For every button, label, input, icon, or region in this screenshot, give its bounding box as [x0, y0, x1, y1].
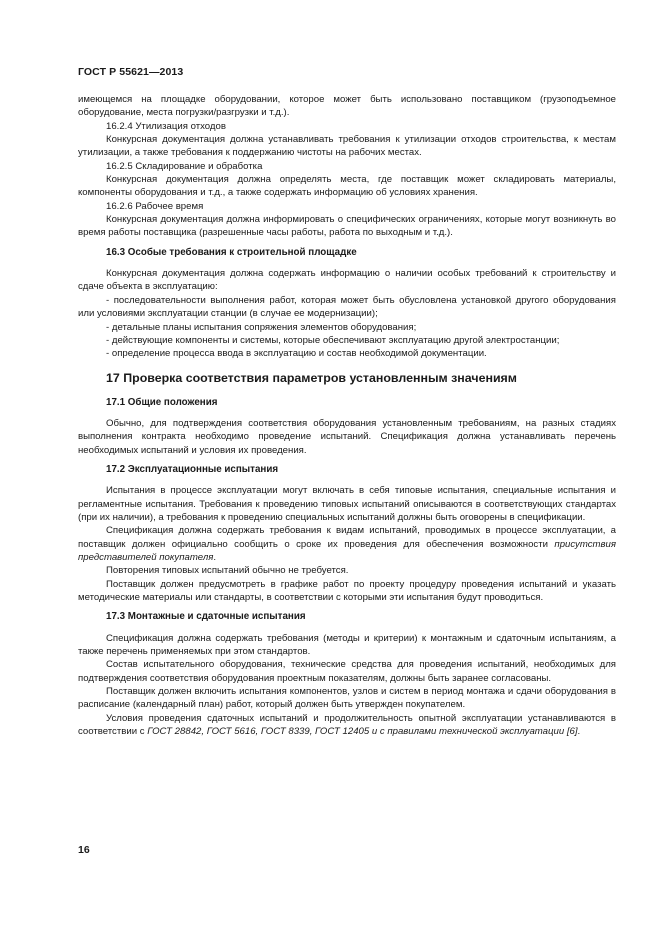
paragraph-tail: . [577, 726, 581, 738]
subsection-title: 16.2.6 Рабочее время [106, 200, 204, 212]
paragraph: Поставщик должен предусмотреть в графике работ по проекту процедуру проведения испытаний и указать методические материалы или стандарты, в соответствии с которыми эти испытания будут проводиться. [78, 578, 616, 603]
paragraph: Состав испытательного оборудования, технические средства для проведения испытаний, необходимых для подтверждения соответствия оборудования проектным показателям, должны быть заранее согласованы. [78, 659, 616, 684]
subsection-title: 16.2.5 Складирование и обработка [106, 160, 263, 172]
paragraph: Конкурсная документация должна устанавливать требования к утилизации отходов строительства, к местам утилизации, а также требования к поддержанию чистоты на рабочих местах. [78, 134, 616, 159]
paragraph [78, 712, 616, 739]
list-item: - детальные планы испытания сопряжения элементов оборудования; [106, 321, 417, 333]
section-heading-17-3: 17.3 Монтажные и сдаточные испытания [106, 611, 306, 623]
list-item: - определение процесса ввода в эксплуатацию и состав необходимой документации. [106, 348, 487, 360]
list-item: - действующие компоненты и системы, которые обеспечивают эксплуатацию другой электростанции; [106, 334, 560, 346]
paragraph-text: Условия проведения сдаточных испытаний и продолжительность опытной эксплуатации устанавливаются в соответствии с [78, 712, 616, 738]
paragraph: Повторения типовых испытаний обычно не требуется. [106, 565, 349, 577]
paragraph: Конкурсная документация должна определять места, где поставщик может складировать материалы, компоненты оборудования и т.д., а также содержать информацию об условиях хранения. [78, 174, 616, 199]
paragraph: Испытания в процессе эксплуатации могут включать в себя типовые испытания, специальные испытания и регламентные испытания. Требования к проведению типовых испытаний описываются в соответствующих стандартах (при их наличии), а требования к проведению специальных испытаний должны быть оговорены в спецификации. [78, 485, 616, 523]
section-heading-17-2: 17.2 Эксплуатационные испытания [106, 463, 279, 475]
paragraph: Поставщик должен включить испытания компонентов, узлов и систем в период монтажа и сдачи оборудования в расписание (календарный план) работ, который должен быть утвержден покупателем. [78, 686, 616, 711]
section-heading-17-1: 17.1 Общие положения [106, 396, 218, 408]
paragraph-text: Спецификация должна содержать требования к видам испытаний, проводимых в процессе эксплуатации, а поставщик должен официально сообщить о сроке их проведения для обеспечения возможности [78, 525, 616, 550]
paragraph: Обычно, для подтверждения соответствия оборудования установленным требованиям, на разных стадиях выполнения контракта необходимо проведение испытаний. Спецификация должна устанавливать перечень необходимых испытаний и условия их проведения. [78, 417, 616, 456]
italic-references: ГОСТ 28842, ГОСТ 5616, ГОСТ 8339, ГОСТ 12405 и с правилами технической эксплуатации [6] [147, 726, 578, 738]
subsection-title: 16.2.4 Утилизация отходов [106, 120, 226, 132]
italic-phrase: присутствия представителей покупателя [78, 538, 616, 563]
paragraph-tail: . [213, 551, 217, 563]
paragraph [78, 524, 616, 564]
document-header: ГОСТ Р 55621—2013 [78, 66, 184, 78]
page-body [78, 93, 616, 738]
paragraph: Конкурсная документация должна содержать информацию о наличии особых требований к строительству и сдаче объекта в эксплуатацию: [78, 268, 616, 293]
section-heading-16-3: 16.3 Особые требования к строительной площадке [106, 246, 357, 258]
page-number: 16 [78, 844, 90, 856]
list-item: - последовательности выполнения работ, которая может быть обусловлена установкой другого оборудования или условиями эксплуатации станции (в случае ее модернизации); [78, 294, 616, 320]
paragraph: имеющемся на площадке оборудовании, которое может быть использовано поставщиком (грузоподъемное оборудование, места погрузки/разгрузки и т.д.). [78, 94, 616, 119]
chapter-heading-17: 17 Проверка соответствия параметров установленным значениям [106, 370, 517, 385]
paragraph: Спецификация должна содержать требования (методы и критерии) к монтажным и сдаточным испытаниям, а также перечень применяемых при этом стандартов. [78, 632, 616, 658]
paragraph: Конкурсная документация должна информировать о специфических ограничениях, которые могут возникнуть во время работы поставщика (разрешенные часы работы, работа по выходным и т.д.). [78, 214, 616, 239]
